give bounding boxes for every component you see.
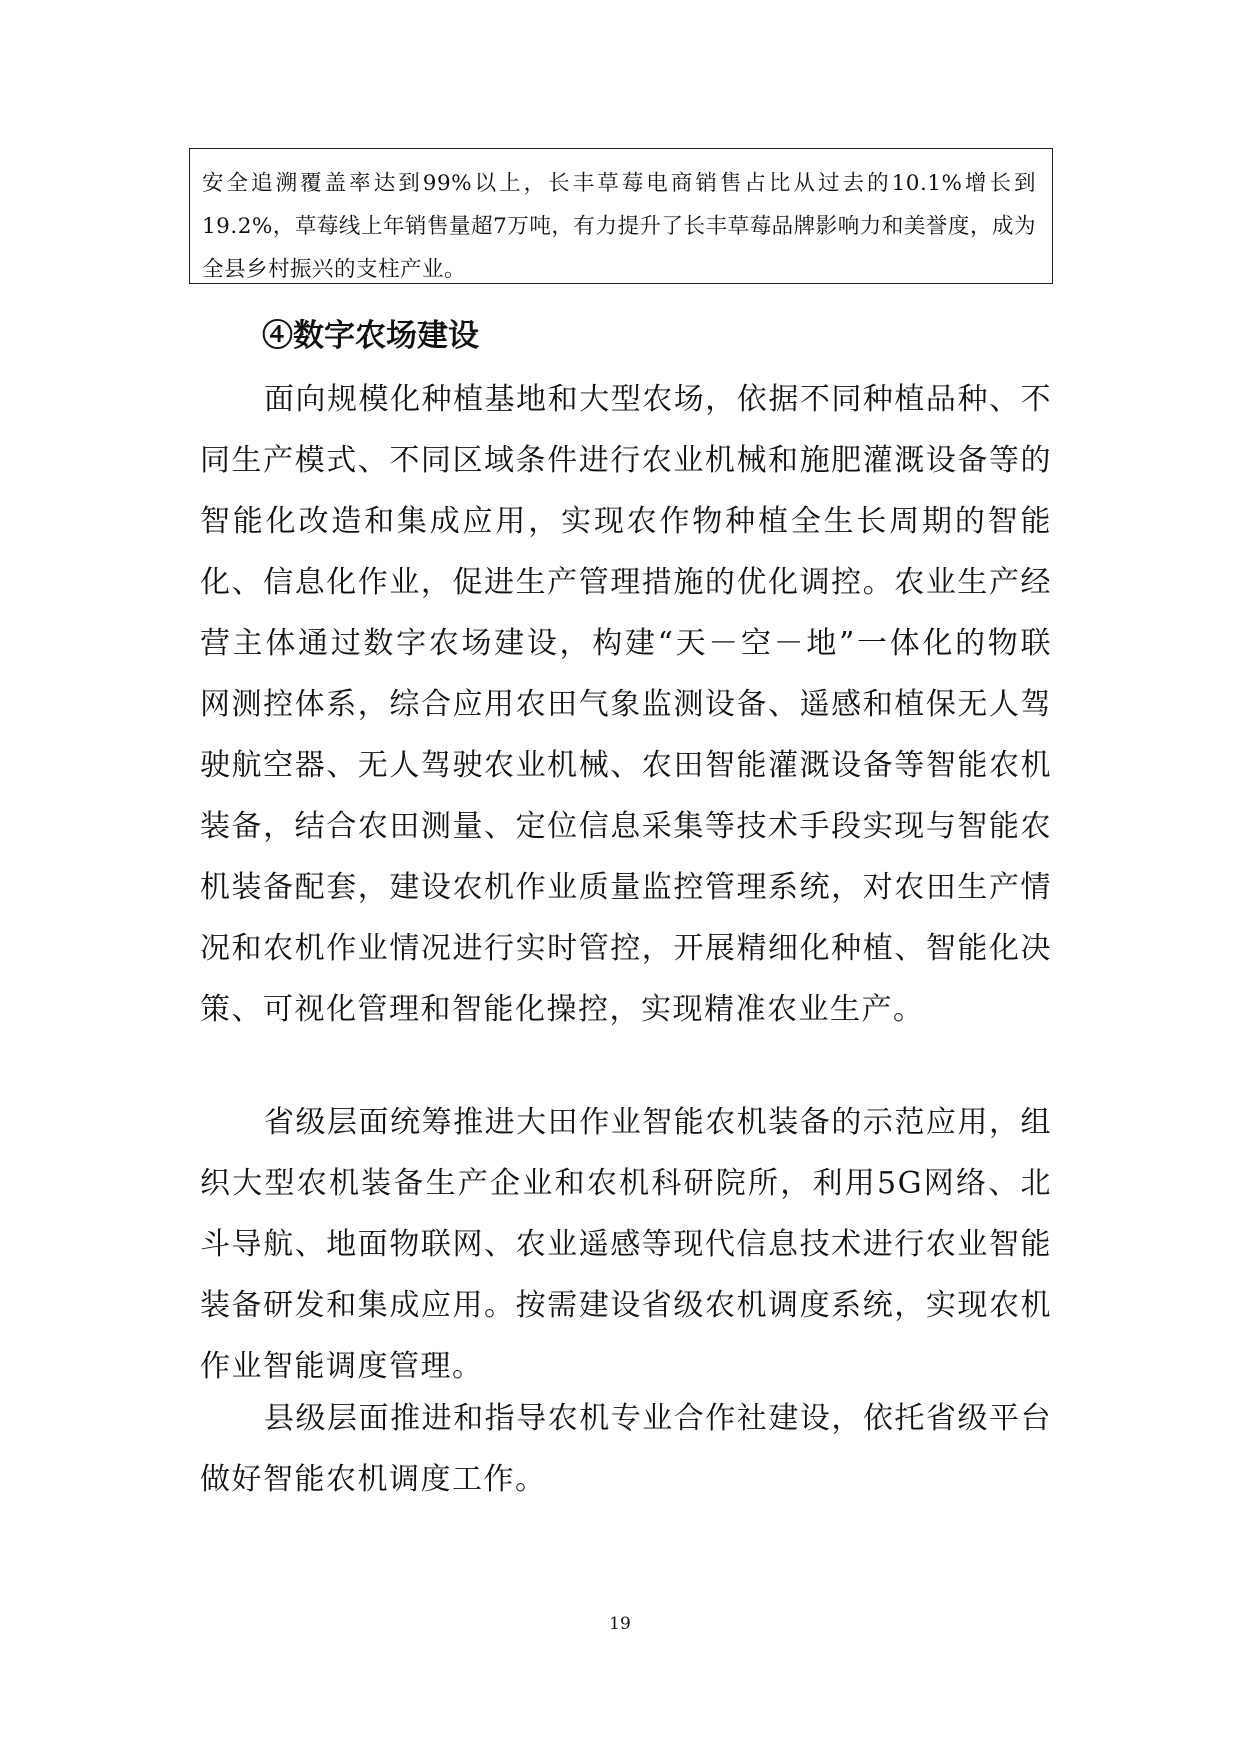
case-study-text: 安全追溯覆盖率达到99%以上，长丰草莓电商销售占比从过去的10.1%增长到19.2%，草莓线上年销售量超7万吨，有力提升了长丰草莓品牌影响力和美誉度，成为全县乡村振兴的支柱产业。 bbox=[202, 171, 1036, 282]
section-heading: ④数字农场建设 bbox=[262, 318, 479, 354]
page-number: 19 bbox=[609, 1614, 631, 1634]
paragraph-digital-farm: 面向规模化种植基地和大型农场，依据不同种植品种、不同生产模式、不同区域条件进行农业机械和施肥灌溉设备等的智能化改造和集成应用，实现农作物种植全生长周期的智能化、信息化作业，促进生产管理措施的优化调控。农业生产经营主体通过数字农场建设，构建“天－空－地”一体化的物联网测控体系，综合应用农田气象监测设备、遥感和植保无人驾驶航空器、无人驾驶农业机械、农田智能灌溉设备等智能农机装备，结合农田测量、定位信息采集等技术手段实现与智能农机装备配套，建设农机作业质量监控管理系统，对农田生产情况和农机作业情况进行实时管控，开展精细化种植、智能化决策、可视化管理和智能化操控，实现精准农业生产。 bbox=[200, 382, 1052, 1027]
case-study-box bbox=[189, 148, 1053, 284]
paragraph-county-level: 县级层面推进和指导农机专业合作社建设，依托省级平台做好智能农机调度工作。 bbox=[200, 1401, 1052, 1497]
paragraph-provincial-level: 省级层面统筹推进大田作业智能农机装备的示范应用，组织大型农机装备生产企业和农机科研院所，利用5G网络、北斗导航、地面物联网、农业遥感等现代信息技术进行农业智能装备研发和集成应用。按需建设省级农机调度系统，实现农机作业智能调度管理。 bbox=[200, 1105, 1052, 1384]
